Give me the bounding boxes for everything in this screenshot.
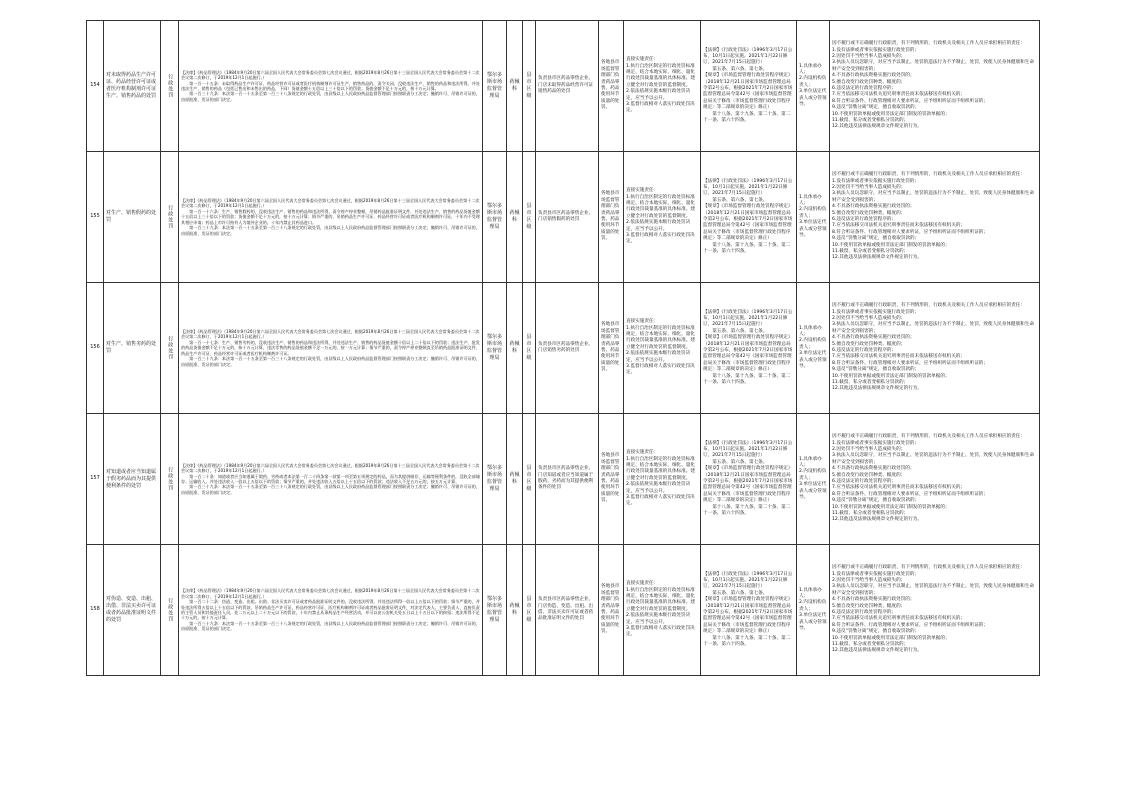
implementing-agency-cell: 鄂尔多斯市场监督管理局 <box>483 152 507 283</box>
responsibility-table <box>86 20 1040 676</box>
item-type-cell: 行政处罚 <box>161 414 179 545</box>
legal-basis-cell: 【法律】《药品管理法》（1984年9月20日第六届全国人民代表大会常务委员会第七次会议通过，根据2019年8月26日第十三届全国人民代表大会常务委员会第十二次会议第二次修订，于2019年12月1日起施行。） 第一百二十二条：伪造、变造、出租、出借、非法买卖许可证或者药品批准证明文件的，没收违法所得，并处违法所得一倍以上五倍以下的罚款；情节严重的，并处违法所得五倍以上十五倍以下的罚款，吊销药品生产许可证、药品经营许可证、医疗机构制剂许可证或者药品批准证明文件，对法定代表人、主要负责人、直接负责的主管人员和其他责任人员，处二万元以上二十万元以下的罚款，十年内禁止从事药品生产经营活动，并可以由公安机关处五日以上十五日以下的拘留；违法所得不足十万元的，按十万元计算。 第一百三十九条：本法第一百一十五条至第一百三十八条规定的行政处罚，由县级以上人民政府药品监督管理部门按照职责分工决定；撤销许可、吊销许可证的，由原批准、发证的部门决定。 <box>179 545 483 676</box>
accountable-persons-cell: 1.具体承办人； 2.内设机构负责人； 3.单位法定代表人或分管领导。 <box>797 283 830 414</box>
item-type-cell: 行政处罚 <box>161 152 179 283</box>
item-type-cell: 行政处罚 <box>161 545 179 676</box>
implementation-scope-cell: 负责县市区药品零售企业、门店伪造、变造、出租、出借、非法买卖许可证或者药品批准证明文件的处罚 <box>536 545 599 676</box>
responsible-department-cell: 药械科 <box>507 152 523 283</box>
implementation-scope-cell: 负责县市区药品零售企业、门店未取得药品经营许可证销售药品的处罚 <box>536 21 599 152</box>
duty-subject-cell: 各地县市场监督管理部门负责药品零售、药品使用环节质量的处罚。 <box>599 21 624 152</box>
item-name-cell: 对未取得药品生产许可证、药品经营许可证或者医疗机构制剂许可证生产、销售药品的处罚 <box>104 21 161 152</box>
accountability-situations-cell: 因不履行或不正确履行行政职责，有下列情形的，行政机关及相关工作人员应承担相应的责任： 1.没有法律或者事实依据实施行政处罚的； 2.因处罚不当给当事人造成损失的； 3.执法人员玩忽职守，对应当予以制止、处罚的违法行为不予制止、处罚，致使人民身体健康和生命财产安全受到损害的； 4.不具备行政执法资格实施行政处罚的； 5.擅自改变行政处罚种类、幅度的； 6.违反法定的行政处罚程序的； 7.应当依法移交司法机关追究刑事责任而未依法移送有权机关的； 8.符合听证条件、行政管理相对人要求听证，应予组织听证而不组织听证的； 9.违反“罚缴分离”规定，擅自收取罚款的； 10.不使用罚款单据或使用非法定部门制发的罚款单据的； 11.截留、私分或者变相私分罚款的； 12.其他违反法律法规规章文件规定的行为。 <box>830 152 1040 283</box>
accountability-basis-cell: 【法律】《行政处罚法》（1996年3月17日公布，10月1日起实施。2021年1月22日修订，2021年7月15日起施行） 第五条、第六条、第七条。 【规章】《市场监督管理行政处罚程序规定》（2018年12月21日国家市场监督管理总局令第2号公布，根据2021年7月2日国家市场监督管理总局令第42号《国家市场监督管理总局关于修改〈市场监督管理行政处罚程序规定〉等二部规章的决定》修正） 第十八条、第十九条、第二十条、第二十一条、第六十四条。 <box>701 21 797 152</box>
duty-subject-cell: 各地县市场监督管理部门负责药品零售、药品使用环节质量的处罚。 <box>599 152 624 283</box>
administrative-level-cell: 县市区级 <box>523 152 536 283</box>
table-row <box>87 545 1040 676</box>
legal-basis-cell: 【法律】《药品管理法》（1984年9月20日第六届全国人民代表大会常务委员会第七次会议通过，根据2019年8月26日第十三届全国人民代表大会常务委员会第十二次会议第二次修订，于2019年12月1日起施行。） 第一百一十六条：生产、销售假药的，没收违法生产、销售的药品和违法所得，责令停产停业整顿，吊销药品批准证明文件，并处违法生产、销售的药品货值金额十五倍以上三十倍以下的罚款；货值金额不足十万元的，按十万元计算；情节严重的，吊销药品生产许可证、药品经营许可证或者医疗机构制剂许可证，十年内不受理其相应申请；药品上市许可持有人为境外企业的，十年内禁止其药品进口。 第一百三十九条：本法第一百一十五条至第一百三十八条规定的行政处罚，由县级以上人民政府药品监督管理部门按照职责分工决定；撤销许可、吊销许可证的，由原批准、发证的部门决定。 <box>179 152 483 283</box>
accountability-situations-cell: 因不履行或不正确履行行政职责，有下列情形的，行政机关及相关工作人员应承担相应的责任： 1.没有法律或者事实依据实施行政处罚的； 2.因处罚不当给当事人造成损失的； 3.执法人员玩忽职守，对应当予以制止、处罚的违法行为不予制止、处罚，致使人民身体健康和生命财产安全受到损害的； 4.不具备行政执法资格实施行政处罚的； 5.擅自改变行政处罚种类、幅度的； 6.违反法定的行政处罚程序的； 7.应当依法移交司法机关追究刑事责任而未依法移送有权机关的； 8.符合听证条件、行政管理相对人要求听证，应予组织听证而不组织听证的； 9.违反“罚缴分离”规定，擅自收取罚款的； 10.不使用罚款单据或使用非法定部门制发的罚款单据的； 11.截留、私分或者变相私分罚款的； 12.其他违反法律法规规章文件规定的行为。 <box>830 545 1040 676</box>
implementation-scope-cell: 负责县市区药品零售企业、门店销售假药的处罚 <box>536 152 599 283</box>
table-row <box>87 21 1040 152</box>
accountability-basis-cell: 【法律】《行政处罚法》（1996年3月17日公布，10月1日起实施。2021年1月22日修订，2021年7月15日起施行） 第五条、第六条、第七条。 【规章】《市场监督管理行政处罚程序规定》（2018年12月21日国家市场监督管理总局令第2号公布，根据2021年7月2日国家市场监督管理总局令第42号《国家市场监督管理总局关于修改〈市场监督管理行政处罚程序规定〉等二部规章的决定》修正） 第十八条、第十九条、第二十条、第二十一条、第六十四条。 <box>701 414 797 545</box>
responsibility-items-cell: 直接实施责任： 1.执行自治区制定的行政处罚标准规定，结合本地实际，细化、量化行政处罚裁量基准的具体标准。建立健全对行政处罚的监督制度。 2.依法依规实施本级行政处罚决定，应当予以公开。 3.监督行政相对人落实行政处罚决定。 <box>624 545 701 676</box>
item-number-cell: 158 <box>87 545 104 676</box>
responsibility-items-cell: 直接实施责任： 1.执行自治区制定的行政处罚标准规定，结合本地实际，细化、量化行政处罚裁量基准的具体标准。建立健全对行政处罚的监督制度。 2.依法依规实施本级行政处罚决定，应当予以公开。 3.监督行政相对人落实行政处罚决定。 <box>624 414 701 545</box>
accountability-situations-cell: 因不履行或不正确履行行政职责，有下列情形的，行政机关及相关工作人员应承担相应的责任： 1.没有法律或者事实依据实施行政处罚的； 2.因处罚不当给当事人造成损失的； 3.执法人员玩忽职守，对应当予以制止、处罚的违法行为不予制止、处罚，致使人民身体健康和生命财产安全受到损害的； 4.不具备行政执法资格实施行政处罚的； 5.擅自改变行政处罚种类、幅度的； 6.违反法定的行政处罚程序的； 7.应当依法移交司法机关追究刑事责任而未依法移送有权机关的； 8.符合听证条件、行政管理相对人要求听证，应予组织听证而不组织听证的； 9.违反“罚缴分离”规定，擅自收取罚款的； 10.不使用罚款单据或使用非法定部门制发的罚款单据的； 11.截留、私分或者变相私分罚款的； 12.其他违反法律法规规章文件规定的行为。 <box>830 21 1040 152</box>
item-number-cell: 156 <box>87 283 104 414</box>
responsibility-items-cell: 直接实施责任： 1.执行自治区制定的行政处罚标准规定，结合本地实际，细化、量化行政处罚裁量基准的具体标准。建立健全对行政处罚的监督制度。 2.依法依规实施本级行政处罚决定，应当予以公开。 3.监督行政相对人落实行政处罚决定。 <box>624 21 701 152</box>
item-number-cell: 157 <box>87 414 104 545</box>
legal-basis-cell: 【法律】《药品管理法》（1984年9月20日第六届全国人民代表大会常务委员会第七次会议通过，根据2019年8月26日第十三届全国人民代表大会常务委员会第十二次会议第二次修订，于2019年12月1日起施行。） 第一百二十条：知道或者应当知道属于假药、劣药或者本法第一百二十四条第一款第一项至第五项规定的药品，而为其提供储存、运输等便利条件的，没收全部储存、运输收入，并处违法收入一倍以上五倍以下的罚款；情节严重的，并处违法收入五倍以上十五倍以下的罚款；违法收入不足五万元的，按五万元计算。 第一百三十九条：本法第一百一十五条至第一百三十八条规定的行政处罚，由县级以上人民政府药品监督管理部门按照职责分工决定；撤销许可、吊销许可证的，由原批准、发证的部门决定。 <box>179 414 483 545</box>
duty-subject-cell: 各地县市场监督管理部门负责药品零售、药品使用环节质量的处罚。 <box>599 283 624 414</box>
implementation-scope-cell: 负责县市区药品零售企业、门店知道或者应当知道属于假药、劣药而为其提供便利条件的处罚 <box>536 414 599 545</box>
accountability-situations-cell: 因不履行或不正确履行行政职责，有下列情形的，行政机关及相关工作人员应承担相应的责任： 1.没有法律或者事实依据实施行政处罚的； 2.因处罚不当给当事人造成损失的； 3.执法人员玩忽职守，对应当予以制止、处罚的违法行为不予制止、处罚，致使人民身体健康和生命财产安全受到损害的； 4.不具备行政执法资格实施行政处罚的； 5.擅自改变行政处罚种类、幅度的； 6.违反法定的行政处罚程序的； 7.应当依法移交司法机关追究刑事责任而未依法移送有权机关的； 8.符合听证条件、行政管理相对人要求听证，应予组织听证而不组织听证的； 9.违反“罚缴分离”规定，擅自收取罚款的； 10.不使用罚款单据或使用非法定部门制发的罚款单据的； 11.截留、私分或者变相私分罚款的； 12.其他违反法律法规规章文件规定的行为。 <box>830 414 1040 545</box>
implementation-scope-cell: 负责县市区药品零售企业、门店销售劣药的处罚 <box>536 283 599 414</box>
accountability-basis-cell: 【法律】《行政处罚法》（1996年3月17日公布，10月1日起实施。2021年1月22日修订，2021年7月15日起施行） 第五条、第六条、第七条。 【规章】《市场监督管理行政处罚程序规定》（2018年12月21日国家市场监督管理总局令第2号公布，根据2021年7月2日国家市场监督管理总局令第42号《国家市场监督管理总局关于修改〈市场监督管理行政处罚程序规定〉等二部规章的决定》修正） 第十八条、第十九条、第二十条、第二十一条、第六十四条。 <box>701 545 797 676</box>
responsibility-items-cell: 直接实施责任： 1.执行自治区制定的行政处罚标准规定，结合本地实际，细化、量化行政处罚裁量基准的具体标准。建立健全对行政处罚的监督制度。 2.依法依规实施本级行政处罚决定，应当予以公开。 3.监督行政相对人落实行政处罚决定。 <box>624 152 701 283</box>
responsibility-table-page <box>86 20 1039 676</box>
implementing-agency-cell: 鄂尔多斯市场监督管理局 <box>483 283 507 414</box>
accountability-basis-cell: 【法律】《行政处罚法》（1996年3月17日公布，10月1日起实施。2021年1月22日修订，2021年7月15日起施行） 第五条、第六条、第七条。 【规章】《市场监督管理行政处罚程序规定》（2018年12月21日国家市场监督管理总局令第2号公布，根据2021年7月2日国家市场监督管理总局令第42号《国家市场监督管理总局关于修改〈市场监督管理行政处罚程序规定〉等二部规章的决定》修正） 第十八条、第十九条、第二十条、第二十一条、第六十四条。 <box>701 152 797 283</box>
item-number-cell: 155 <box>87 152 104 283</box>
administrative-level-cell: 县市区级 <box>523 21 536 152</box>
administrative-level-cell: 县市区级 <box>523 545 536 676</box>
table-row <box>87 152 1040 283</box>
implementing-agency-cell: 鄂尔多斯市场监督管理局 <box>483 414 507 545</box>
responsible-department-cell: 药械科 <box>507 414 523 545</box>
legal-basis-cell: 【法律】《药品管理法》（1984年9月20日第六届全国人民代表大会常务委员会第七次会议通过，根据2019年8月26日第十三届全国人民代表大会常务委员会第十二次会议第二次修订，于2019年12月1日起施行。） 第一百一十七条：生产、销售劣药的，没收违法生产、销售的药品和违法所得，并处违法生产、销售的药品货值金额十倍以上二十倍以下的罚款；违法生产、批发的药品货值金额不足十万元的，按十万元计算，违法零售的药品货值金额不足一万元的，按一万元计算；情节严重的，责令停产停业整顿直至吊销药品批准证明文件、药品生产许可证、药品经营许可证或者医疗机构制剂许可证。 第一百三十九条：本法第一百一十五条至第一百三十八条规定的行政处罚，由县级以上人民政府药品监督管理部门按照职责分工决定；撤销许可、吊销许可证的，由原批准、发证的部门决定。 <box>179 283 483 414</box>
responsible-department-cell: 药械科 <box>507 21 523 152</box>
accountability-basis-cell: 【法律】《行政处罚法》（1996年3月17日公布，10月1日起实施。2021年1月22日修订，2021年7月15日起施行） 第五条、第六条、第七条。 【规章】《市场监督管理行政处罚程序规定》（2018年12月21日国家市场监督管理总局令第2号公布，根据2021年7月2日国家市场监督管理总局令第42号《国家市场监督管理总局关于修改〈市场监督管理行政处罚程序规定〉等二部规章的决定》修正） 第十八条、第十九条、第二十条、第二十一条、第六十四条。 <box>701 283 797 414</box>
accountable-persons-cell: 1.具体承办人； 2.内设机构负责人； 3.单位法定代表人或分管领导。 <box>797 152 830 283</box>
item-type-cell: 行政处罚 <box>161 283 179 414</box>
table-row <box>87 414 1040 545</box>
item-name-cell: 对伪造、变造、出租、出借、非法买卖许可证或者药品批准证明文件的处罚 <box>104 545 161 676</box>
item-name-cell: 对知道或者应当知道属于假劣药品而为其提供便利条件的处罚 <box>104 414 161 545</box>
implementing-agency-cell: 鄂尔多斯市场监督管理局 <box>483 545 507 676</box>
accountability-situations-cell: 因不履行或不正确履行行政职责，有下列情形的，行政机关及相关工作人员应承担相应的责任： 1.没有法律或者事实依据实施行政处罚的； 2.因处罚不当给当事人造成损失的； 3.执法人员玩忽职守，对应当予以制止、处罚的违法行为不予制止、处罚，致使人民身体健康和生命财产安全受到损害的； 4.不具备行政执法资格实施行政处罚的； 5.擅自改变行政处罚种类、幅度的； 6.违反法定的行政处罚程序的； 7.应当依法移交司法机关追究刑事责任而未依法移送有权机关的； 8.符合听证条件、行政管理相对人要求听证，应予组织听证而不组织听证的； 9.违反“罚缴分离”规定，擅自收取罚款的； 10.不使用罚款单据或使用非法定部门制发的罚款单据的； 11.截留、私分或者变相私分罚款的； 12.其他违反法律法规规章文件规定的行为。 <box>830 283 1040 414</box>
accountable-persons-cell: 1.具体承办人； 2.内设机构负责人； 3.单位法定代表人或分管领导。 <box>797 21 830 152</box>
accountable-persons-cell: 1.具体承办人； 2.内设机构负责人； 3.单位法定代表人或分管领导。 <box>797 545 830 676</box>
item-name-cell: 对生产、销售劣药的处罚 <box>104 283 161 414</box>
responsibility-items-cell: 直接实施责任： 1.执行自治区制定的行政处罚标准规定，结合本地实际，细化、量化行政处罚裁量基准的具体标准。建立健全对行政处罚的监督制度。 2.依法依规实施本级行政处罚决定，应当予以公开。 3.监督行政相对人落实行政处罚决定。 <box>624 283 701 414</box>
administrative-level-cell: 县市区级 <box>523 414 536 545</box>
responsible-department-cell: 药械科 <box>507 283 523 414</box>
accountable-persons-cell: 1.具体承办人； 2.内设机构负责人； 3.单位法定代表人或分管领导。 <box>797 414 830 545</box>
item-name-cell: 对生产、销售假药的处罚 <box>104 152 161 283</box>
item-type-cell: 行政处罚 <box>161 21 179 152</box>
implementing-agency-cell: 鄂尔多斯市场监督管理局 <box>483 21 507 152</box>
table-row <box>87 283 1040 414</box>
responsible-department-cell: 药械科 <box>507 545 523 676</box>
duty-subject-cell: 各地县市场监督管理部门负责药品零售、药品使用环节质量的处罚。 <box>599 545 624 676</box>
item-number-cell: 154 <box>87 21 104 152</box>
duty-subject-cell: 各地县市场监督管理部门负责药品零售、药品使用环节质量的处罚。 <box>599 414 624 545</box>
legal-basis-cell: 【法律】《药品管理法》（1984年9月20日第六届全国人民代表大会常务委员会第七次会议通过，根据2019年8月26日第十三届全国人民代表大会常务委员会第十二次会议第二次修订，于2019年12月1日起施行。） 第一百一十五条：未取得药品生产许可证、药品经营许可证或者医疗机构制剂许可证生产、销售药品的，责令关闭，没收违法生产、销售的药品和违法所得，并处违法生产、销售的药品（包括已售出和未售出的药品，下同）货值金额十五倍以上三十倍以下的罚款；货值金额不足十万元的，按十万元计算。 第一百三十九条：本法第一百一十五条至第一百三十八条规定的行政处罚，由县级以上人民政府药品监督管理部门按照职责分工决定；撤销许可、吊销许可证的，由原批准、发证的部门决定。 <box>179 21 483 152</box>
administrative-level-cell: 县市区级 <box>523 283 536 414</box>
